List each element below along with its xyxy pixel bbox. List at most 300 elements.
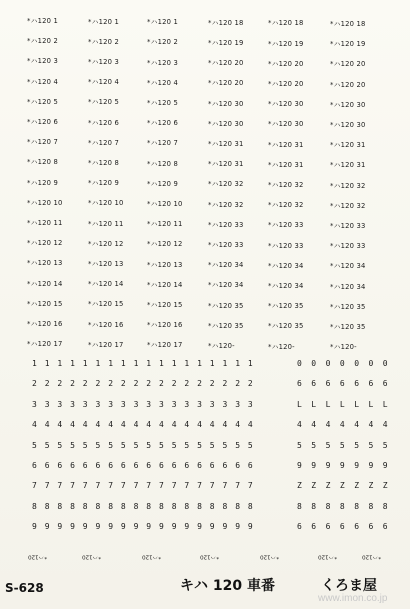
digit-1: 1 <box>133 359 139 368</box>
car-number: *ハ120 35 <box>268 322 304 331</box>
inverted-number: *ハ120 <box>28 553 48 560</box>
digit-right-2: L <box>339 399 345 409</box>
digit-5: 5 <box>120 440 126 450</box>
digit-8: 8 <box>197 501 202 511</box>
car-number: *ハ120 9 <box>147 179 179 188</box>
car-number: *ハ120 31 <box>330 161 366 170</box>
car-number: *ハ120 35 <box>268 302 304 311</box>
digit-1: 1 <box>209 359 215 368</box>
car-number: *ハ120 5 <box>147 99 179 107</box>
car-number: *ハ120 18 <box>208 18 244 27</box>
digit-right-5: 9 <box>382 461 388 470</box>
digit-right-8: 6 <box>382 522 388 532</box>
car-number: *ハ120 34 <box>330 262 366 271</box>
digit-3: 3 <box>146 399 152 409</box>
digit-6: 6 <box>32 461 37 470</box>
car-number: *ハ120 2 <box>88 37 120 46</box>
digit-3: 3 <box>235 399 241 409</box>
digit-9: 9 <box>247 522 253 532</box>
digit-2: 2 <box>146 379 152 389</box>
car-number: *ハ120 8 <box>88 159 120 167</box>
digit-right-4: 5 <box>368 440 374 450</box>
digit-8: 8 <box>108 501 114 511</box>
car-number: *ハ120 35 <box>330 302 366 311</box>
car-number: *ハ120 17 <box>88 340 124 349</box>
digit-3: 3 <box>44 399 50 409</box>
car-number: *ハ120 32 <box>208 200 244 209</box>
digit-6: 6 <box>146 461 152 470</box>
digit-6: 6 <box>171 461 177 470</box>
car-number: *ハ120 32 <box>330 181 366 190</box>
digit-2: 2 <box>70 379 75 389</box>
digit-5: 5 <box>171 440 177 450</box>
digit-right-3: 4 <box>297 420 302 430</box>
digit-right-1: 6 <box>354 379 360 389</box>
digit-3: 3 <box>247 399 253 409</box>
digit-1: 1 <box>184 359 190 368</box>
digit-4: 4 <box>57 420 63 430</box>
car-number: *ハ120 10 <box>88 199 124 208</box>
car-number: *ハ120 34 <box>208 261 244 270</box>
digit-right-5: 9 <box>339 461 345 470</box>
digit-5: 5 <box>108 440 114 450</box>
car-number: *ハ120 9 <box>88 179 120 188</box>
car-number: *ハ120 15 <box>27 299 63 308</box>
digit-6: 6 <box>133 461 139 470</box>
digit-7: 7 <box>108 481 114 491</box>
car-number: *ハ120 31 <box>208 160 244 169</box>
digit-right-7: 8 <box>354 501 360 511</box>
digit-1: 1 <box>32 359 37 368</box>
digit-4: 4 <box>70 420 75 430</box>
digit-3: 3 <box>197 399 202 409</box>
car-number: *ハ120 11 <box>88 219 124 228</box>
digit-4: 4 <box>146 420 152 430</box>
digit-9: 9 <box>184 522 190 532</box>
product-title: キハ 120 車番 <box>180 578 275 594</box>
digit-2: 2 <box>95 379 101 389</box>
car-number: *ハ120 34 <box>268 261 304 270</box>
digit-right-8: 6 <box>354 522 360 532</box>
car-number: *ハ120 30 <box>208 119 244 128</box>
car-number: *ハ120 10 <box>147 200 183 208</box>
digit-7: 7 <box>235 481 241 491</box>
car-number: *ハ120 35 <box>208 301 244 310</box>
digit-3: 3 <box>133 399 139 409</box>
car-number: *ハ120 20 <box>208 59 244 68</box>
digit-6: 6 <box>209 461 215 470</box>
digit-7: 7 <box>70 481 75 491</box>
inverted-number: *ハ120 <box>82 553 102 560</box>
digit-8: 8 <box>44 501 50 511</box>
digit-9: 9 <box>95 522 101 532</box>
car-number: *ハ120 30 <box>330 100 366 109</box>
digit-right-8: 6 <box>297 522 302 532</box>
digit-9: 9 <box>32 522 37 532</box>
car-number: *ハ120 6 <box>27 118 59 126</box>
digit-6: 6 <box>108 461 114 470</box>
digit-right-3: 4 <box>354 420 360 430</box>
digit-2: 2 <box>222 379 228 389</box>
car-number: *ハ120 11 <box>27 219 63 227</box>
digit-6: 6 <box>222 461 228 470</box>
digit-7: 7 <box>171 481 177 491</box>
car-number: *ハ120 4 <box>88 78 120 87</box>
digit-2: 2 <box>197 379 202 389</box>
car-number: *ハ120 8 <box>27 158 59 167</box>
car-number: *ハ120 15 <box>88 300 124 309</box>
digit-right-3: 4 <box>325 420 331 430</box>
car-number: *ハ120 20 <box>268 59 304 68</box>
inverted-number: *ハ120 <box>200 553 220 560</box>
digit-right-0: 0 <box>354 359 360 368</box>
digit-9: 9 <box>171 522 177 532</box>
digit-3: 3 <box>120 399 126 409</box>
watermark: www.imon.co.jp <box>318 593 388 604</box>
digit-right-2: L <box>354 399 360 409</box>
car-number: *ハ120 15 <box>147 301 183 309</box>
digit-1: 1 <box>95 359 101 368</box>
car-number: *ハ120 33 <box>208 220 244 229</box>
digit-right-4: 5 <box>311 440 317 450</box>
digit-4: 4 <box>159 420 164 430</box>
digit-4: 4 <box>222 420 228 430</box>
digit-2: 2 <box>159 379 164 389</box>
digit-right-2: L <box>325 399 331 409</box>
car-number: *ハ120 5 <box>27 97 59 106</box>
digit-right-0: 0 <box>382 359 388 368</box>
car-number: *ハ120 34 <box>208 281 244 290</box>
digit-right-4: 5 <box>339 440 345 450</box>
car-number: *ハ120 20 <box>330 80 366 89</box>
digit-2: 2 <box>32 379 37 389</box>
digit-8: 8 <box>95 501 101 511</box>
digit-4: 4 <box>44 420 50 430</box>
digit-9: 9 <box>44 522 50 532</box>
digit-8: 8 <box>235 501 241 511</box>
digit-8: 8 <box>70 501 75 511</box>
digit-4: 4 <box>120 420 126 430</box>
digit-right-7: 8 <box>311 501 317 511</box>
digit-right-5: 9 <box>368 461 374 470</box>
digit-5: 5 <box>209 440 215 450</box>
car-number: *ハ120 14 <box>88 280 124 289</box>
digit-5: 5 <box>235 440 241 450</box>
car-number: *ハ120 31 <box>208 140 244 148</box>
digit-2: 2 <box>209 379 215 389</box>
inverted-number: *ハ120 <box>318 553 338 560</box>
digit-7: 7 <box>184 481 190 491</box>
inverted-number: *ハ120 <box>362 553 382 560</box>
car-number: *ハ120 35 <box>330 323 366 331</box>
digit-2: 2 <box>82 379 88 389</box>
digit-right-5: 9 <box>311 461 317 470</box>
digit-4: 4 <box>32 420 37 430</box>
car-number: *ハ120 17 <box>27 340 63 349</box>
digit-right-6: Z <box>325 481 331 491</box>
car-number: *ハ120 33 <box>268 221 304 230</box>
digit-5: 5 <box>70 440 75 450</box>
digit-1: 1 <box>159 359 164 368</box>
digit-6: 6 <box>95 461 101 470</box>
digit-right-6: Z <box>297 481 302 491</box>
digit-5: 5 <box>95 440 101 450</box>
car-number: *ハ120 33 <box>268 241 304 250</box>
car-number: *ハ120 13 <box>88 260 124 268</box>
digit-1: 1 <box>82 359 88 368</box>
car-number: *ハ120 19 <box>268 39 304 48</box>
digit-right-4: 5 <box>382 440 388 450</box>
digit-right-6: Z <box>339 481 345 491</box>
digit-right-1: 6 <box>311 379 317 389</box>
digit-3: 3 <box>32 399 37 409</box>
car-number: *ハ120 3 <box>147 58 179 67</box>
car-number: *ハ120 7 <box>27 138 59 147</box>
digit-6: 6 <box>120 461 126 470</box>
digit-right-1: 6 <box>382 379 388 389</box>
digit-5: 5 <box>184 440 190 450</box>
digit-4: 4 <box>133 420 139 430</box>
car-number: *ハ120 32 <box>268 201 304 210</box>
digit-right-2: L <box>368 399 374 409</box>
digit-4: 4 <box>209 420 215 430</box>
digit-6: 6 <box>44 461 50 470</box>
car-number: *ハ120 14 <box>27 279 63 288</box>
digit-4: 4 <box>108 420 114 430</box>
digit-9: 9 <box>133 522 139 532</box>
digit-5: 5 <box>159 440 164 450</box>
digit-7: 7 <box>95 481 101 491</box>
digit-4: 4 <box>247 420 253 430</box>
car-number: *ハ120 10 <box>27 198 63 207</box>
digit-8: 8 <box>222 501 228 511</box>
car-number: *ハ120 1 <box>147 18 179 27</box>
car-number: *ハ120 19 <box>330 40 366 49</box>
digit-7: 7 <box>82 481 88 491</box>
car-number: *ハ120 32 <box>330 201 366 210</box>
digit-6: 6 <box>57 461 63 470</box>
digit-8: 8 <box>171 501 177 511</box>
digit-7: 7 <box>146 481 152 491</box>
car-number: *ハ120 16 <box>147 321 183 330</box>
car-number: *ハ120 12 <box>27 239 63 248</box>
digit-right-5: 9 <box>354 461 360 470</box>
digit-5: 5 <box>44 440 50 450</box>
car-number: *ハ120 6 <box>147 119 179 128</box>
digit-7: 7 <box>209 481 215 491</box>
digit-9: 9 <box>209 522 215 532</box>
digit-right-6: Z <box>354 481 360 491</box>
digit-8: 8 <box>120 501 126 511</box>
car-number: *ハ120 32 <box>268 181 304 189</box>
digit-7: 7 <box>133 481 139 491</box>
car-number: *ハ120 30 <box>268 120 304 129</box>
digit-8: 8 <box>159 501 164 511</box>
car-number: *ハ120 9 <box>27 178 59 187</box>
digit-6: 6 <box>184 461 190 470</box>
digit-6: 6 <box>159 461 164 470</box>
digit-9: 9 <box>159 522 164 532</box>
digit-7: 7 <box>44 481 50 491</box>
car-number: *ハ120 1 <box>88 17 120 26</box>
car-number: *ハ120 11 <box>147 220 183 229</box>
digit-right-3: 4 <box>382 420 388 430</box>
digit-2: 2 <box>184 379 190 389</box>
digit-1: 1 <box>57 359 63 368</box>
car-number: *ハ120 12 <box>88 239 124 248</box>
digit-2: 2 <box>44 379 50 389</box>
digit-1: 1 <box>146 359 152 368</box>
digit-7: 7 <box>120 481 126 491</box>
digit-4: 4 <box>235 420 241 430</box>
digit-5: 5 <box>197 440 202 450</box>
car-number: *ハ120 2 <box>147 38 179 47</box>
car-number: *ハ120- <box>330 343 357 352</box>
car-number: *ハ120 5 <box>88 98 120 107</box>
car-number: *ハ120 12 <box>147 240 183 249</box>
digit-3: 3 <box>57 399 63 409</box>
car-number: *ハ120 7 <box>147 139 179 148</box>
car-number: *ハ120 3 <box>88 58 120 66</box>
digit-2: 2 <box>120 379 126 389</box>
brand-name: くろま屋 <box>321 578 377 594</box>
digit-1: 1 <box>44 359 50 368</box>
digit-2: 2 <box>171 379 177 389</box>
digit-right-7: 8 <box>382 501 388 511</box>
digit-right-4: 5 <box>297 440 302 450</box>
digit-4: 4 <box>184 420 190 430</box>
car-number: *ハ120 33 <box>330 222 366 230</box>
car-number: *ハ120 7 <box>88 138 120 147</box>
digit-right-3: 4 <box>368 420 374 430</box>
car-number: *ハ120 6 <box>88 118 120 127</box>
digit-right-2: L <box>311 399 317 409</box>
digit-7: 7 <box>247 481 253 491</box>
digit-9: 9 <box>82 522 88 532</box>
digit-right-5: 9 <box>297 461 302 470</box>
digit-right-4: 5 <box>325 440 331 450</box>
digit-1: 1 <box>247 359 253 368</box>
digit-right-1: 6 <box>368 379 374 389</box>
car-number: *ハ120 14 <box>147 280 183 289</box>
car-number: *ハ120 20 <box>268 80 304 88</box>
digit-2: 2 <box>247 379 253 389</box>
digit-right-1: 6 <box>297 379 302 389</box>
digit-right-2: L <box>297 399 302 409</box>
digit-2: 2 <box>235 379 241 389</box>
digit-right-2: L <box>382 399 388 409</box>
digit-1: 1 <box>197 359 202 368</box>
digit-right-6: Z <box>311 481 317 491</box>
car-number: *ハ120- <box>208 342 235 350</box>
digit-3: 3 <box>171 399 177 409</box>
digit-right-8: 6 <box>325 522 331 532</box>
digit-1: 1 <box>235 359 241 368</box>
car-number: *ハ120 18 <box>330 20 366 28</box>
digit-9: 9 <box>120 522 126 532</box>
digit-2: 2 <box>57 379 63 389</box>
car-number: *ハ120 31 <box>330 141 366 150</box>
car-number: *ハ120 16 <box>27 320 63 328</box>
digit-1: 1 <box>108 359 114 368</box>
digit-right-3: 4 <box>311 420 317 430</box>
digit-right-7: 8 <box>339 501 345 511</box>
car-number: *ハ120 17 <box>147 341 183 350</box>
digit-3: 3 <box>184 399 190 409</box>
digit-right-8: 6 <box>368 522 374 532</box>
digit-right-7: 8 <box>297 501 302 511</box>
digit-right-0: 0 <box>339 359 345 368</box>
digit-9: 9 <box>197 522 202 532</box>
digit-right-8: 6 <box>311 522 317 532</box>
digit-3: 3 <box>108 399 114 409</box>
digit-3: 3 <box>70 399 75 409</box>
car-number: *ハ120 3 <box>27 57 59 66</box>
car-number: *ハ120 33 <box>330 242 366 251</box>
digit-4: 4 <box>171 420 177 430</box>
car-number: *ハ120 2 <box>27 37 59 46</box>
car-number: *ハ120 19 <box>208 39 244 47</box>
car-number: *ハ120 30 <box>208 99 244 108</box>
digit-8: 8 <box>146 501 152 511</box>
car-number: *ハ120 35 <box>208 321 244 330</box>
digit-right-0: 0 <box>297 359 302 368</box>
digit-5: 5 <box>222 440 228 450</box>
digit-5: 5 <box>82 440 88 450</box>
digit-1: 1 <box>70 359 75 368</box>
digit-5: 5 <box>32 440 37 450</box>
car-number: *ハ120 30 <box>268 100 304 109</box>
car-number: *ハ120 34 <box>268 282 304 290</box>
digit-6: 6 <box>235 461 241 470</box>
car-number: *ハ120 20 <box>330 60 366 69</box>
car-number: *ハ120- <box>268 342 295 351</box>
digit-9: 9 <box>57 522 63 532</box>
digit-3: 3 <box>209 399 215 409</box>
car-number: *ハ120 1 <box>27 17 59 25</box>
digit-7: 7 <box>159 481 164 491</box>
digit-4: 4 <box>82 420 88 430</box>
digit-right-0: 0 <box>325 359 331 368</box>
car-number: *ハ120 8 <box>147 159 179 168</box>
digit-9: 9 <box>146 522 152 532</box>
car-number: *ハ120 34 <box>330 282 366 291</box>
car-number: *ハ120 20 <box>208 79 244 88</box>
digit-8: 8 <box>57 501 63 511</box>
digit-6: 6 <box>247 461 253 470</box>
digit-7: 7 <box>197 481 202 491</box>
digit-8: 8 <box>247 501 253 511</box>
digit-2: 2 <box>133 379 139 389</box>
digit-8: 8 <box>184 501 190 511</box>
digit-5: 5 <box>133 440 139 450</box>
digit-right-4: 5 <box>354 440 360 450</box>
car-number: *ハ120 30 <box>330 121 366 129</box>
car-number: *ハ120 4 <box>27 77 59 86</box>
car-number: *ハ120 16 <box>88 320 124 329</box>
digit-1: 1 <box>171 359 177 368</box>
digit-8: 8 <box>82 501 88 511</box>
digit-right-7: 8 <box>325 501 331 511</box>
car-number: *ハ120 31 <box>268 140 304 149</box>
digit-right-5: 9 <box>325 461 331 470</box>
inverted-number: *ハ120 <box>260 553 280 560</box>
digit-8: 8 <box>32 501 37 511</box>
car-number: *ハ120 4 <box>147 78 179 87</box>
digit-8: 8 <box>209 501 215 511</box>
digit-4: 4 <box>95 420 101 430</box>
digit-2: 2 <box>108 379 114 389</box>
